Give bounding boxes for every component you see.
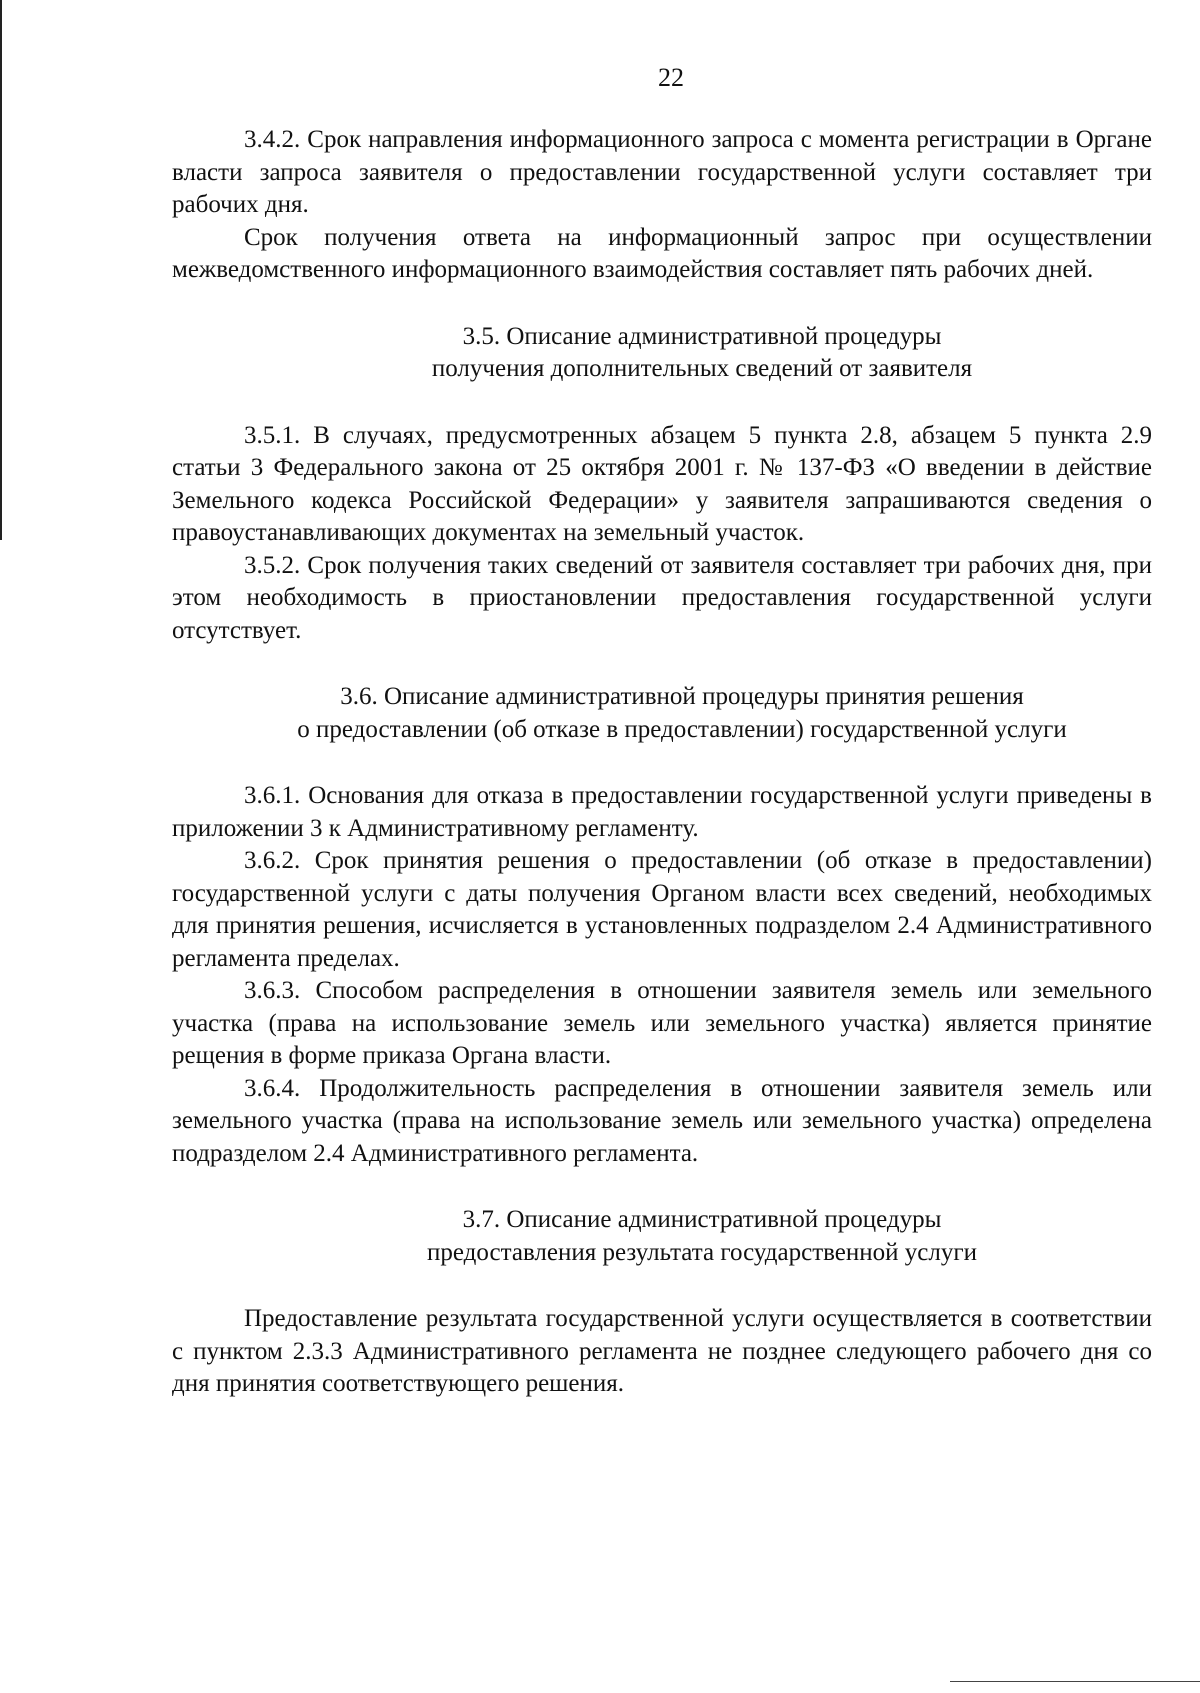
paragraph-3-6-1: 3.6.1. Основания для отказа в предоставлении государственной услуги приведены в приложении 3 к Административному регламенту. <box>172 782 1152 842</box>
paragraph-3-4-2: 3.4.2. Срок направления информационного запроса с момента регистрации в Органе власти запроса заявителя о предоставлении государственной услуги составляет три рабочих дня. <box>172 126 1152 218</box>
heading-3-7-line-2: предоставления результата государственной услуги <box>427 1238 977 1266</box>
heading-3-5-line-2: получения дополнительных сведений от заявителя <box>431 355 973 382</box>
paragraph-3-6-2: 3.6.2. Срок принятия решения о предоставлении (об отказе в предоставлении) государственной услуги с даты получения Органом власти всех сведений, необходимых для принятия решения, исчисляется в установленных подразделом 2.4 Административного регламента пределах. <box>172 847 1152 972</box>
heading-3-7-line-1: 3.7. Описание административной процедуры <box>462 1206 942 1233</box>
paragraph-response-term: Срок получения ответа на информационный запрос при осуществлении межведомственного информационного взаимодействия составляет пять рабочих дней. <box>172 223 1152 283</box>
paragraph-result-delivery: Предоставление результата государственной услуги осуществляется в соответствии с пунктом 2.3.3 Административного регламента не позднее следующего рабочего дня со дня принятия соответствующего решения. <box>172 1305 1152 1397</box>
scan-edge-line <box>0 0 2 540</box>
paragraph-3-6-4: 3.6.4. Продолжительность распределения в отношении заявителя земель или земельного участка (права на использование земель или земельного участка) определена подразделом 2.4 Административного регламента. <box>172 1074 1152 1167</box>
heading-3-6-line-2: о предоставлении (об отказе в предоставлении) государственной услуги <box>297 715 1067 743</box>
page-number: 22 <box>658 63 684 92</box>
heading-3-7 <box>172 1204 1152 1269</box>
heading-3-6 <box>172 681 1152 746</box>
paragraph-3-5-2: 3.5.2. Срок получения таких сведений от заявителя составляет три рабочих дня, при этом необходимость в приостановлении предоставления государственной услуги отсутствует. <box>172 551 1152 644</box>
footer-rule <box>950 1681 1200 1682</box>
heading-3-6-line-1: 3.6. Описание административной процедуры принятия решения <box>340 683 1024 710</box>
document-page <box>172 62 1152 1401</box>
heading-3-5-line-1: 3.5. Описание административной процедуры <box>462 322 942 350</box>
heading-3-5 <box>172 321 1152 386</box>
paragraph-3-5-1: 3.5.1. В случаях, предусмотренных абзацем 5 пункта 2.8, абзацем 5 пункта 2.9 статьи 3 Федерального закона от 25 октября 2001 г. № 137-ФЗ «О введении в действие Земельного кодекса Российской Федерации» у заявителя запрашиваются сведения о правоустанавливающих документах на земельный участок. <box>172 421 1152 546</box>
paragraph-3-6-3: 3.6.3. Способом распределения в отношении заявителя земель или земельного участка (права на использование земель или земельного участка) является принятие рещения в форме приказа Органа власти. <box>172 977 1152 1069</box>
